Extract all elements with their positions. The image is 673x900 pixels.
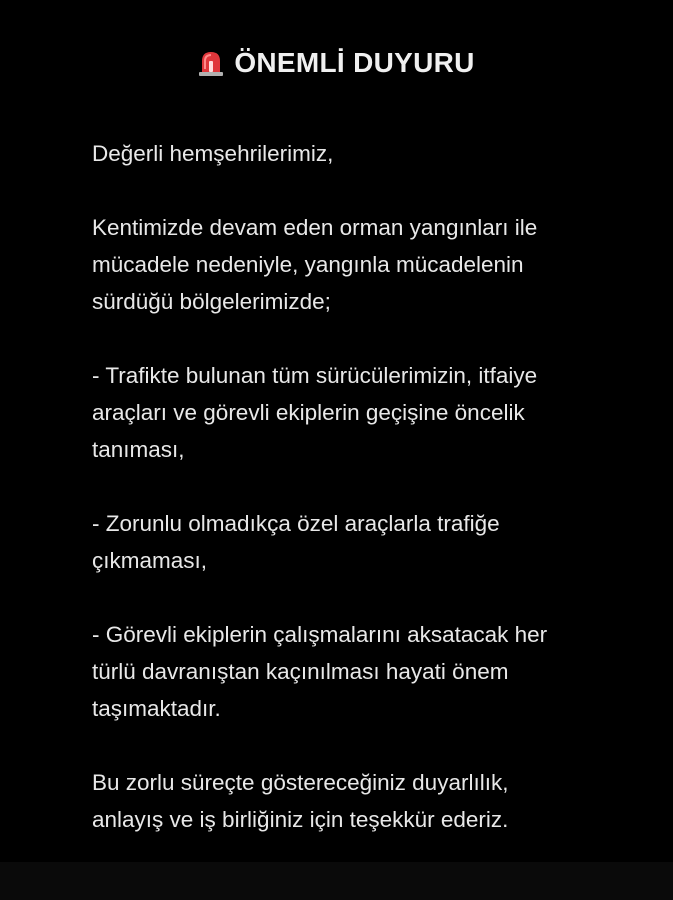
item-avoid-private-vehicles: [92, 505, 632, 579]
item-line: - Zorunlu olmadıkça özel araçlarla trafiğe: [92, 511, 500, 536]
title-group: [198, 47, 474, 79]
item-line: türlü davranıştan kaçınılması hayati önem: [92, 659, 509, 684]
item-line: çıkmaması,: [92, 548, 208, 573]
closing-line: Bu zorlu süreçte göstereceğiniz duyarlılık,: [92, 770, 509, 795]
announcement-body: [92, 135, 632, 875]
item-line: araçları ve görevli ekiplerin geçişine öncelik: [92, 400, 525, 425]
intro-line: mücadele nedeniyle, yangınla mücadelenin: [92, 252, 524, 277]
greeting-line: Değerli hemşehrilerimiz,: [92, 141, 334, 166]
item-line: - Trafikte bulunan tüm sürücülerimizin, itfaiye: [92, 363, 538, 388]
siren-light-icon: [198, 49, 224, 77]
closing-paragraph: [92, 764, 632, 838]
item-priority-for-fire-trucks: [92, 357, 632, 468]
intro-line: Kentimizde devam eden orman yangınları ile: [92, 215, 538, 240]
item-line: tanıması,: [92, 437, 185, 462]
item-do-not-obstruct-crews: [92, 616, 632, 727]
greeting: [92, 135, 632, 172]
closing-line: anlayış ve iş birliğiniz için teşekkür ederiz.: [92, 807, 509, 832]
header: [0, 47, 673, 83]
item-line: - Görevli ekiplerin çalışmalarını aksatacak her: [92, 622, 548, 647]
bottom-fade: [0, 862, 673, 900]
item-line: taşımaktadır.: [92, 696, 221, 721]
intro-paragraph: [92, 209, 632, 320]
intro-line: sürdüğü bölgelerimizde;: [92, 289, 331, 314]
page-title: ÖNEMLİ DUYURU: [234, 47, 475, 78]
